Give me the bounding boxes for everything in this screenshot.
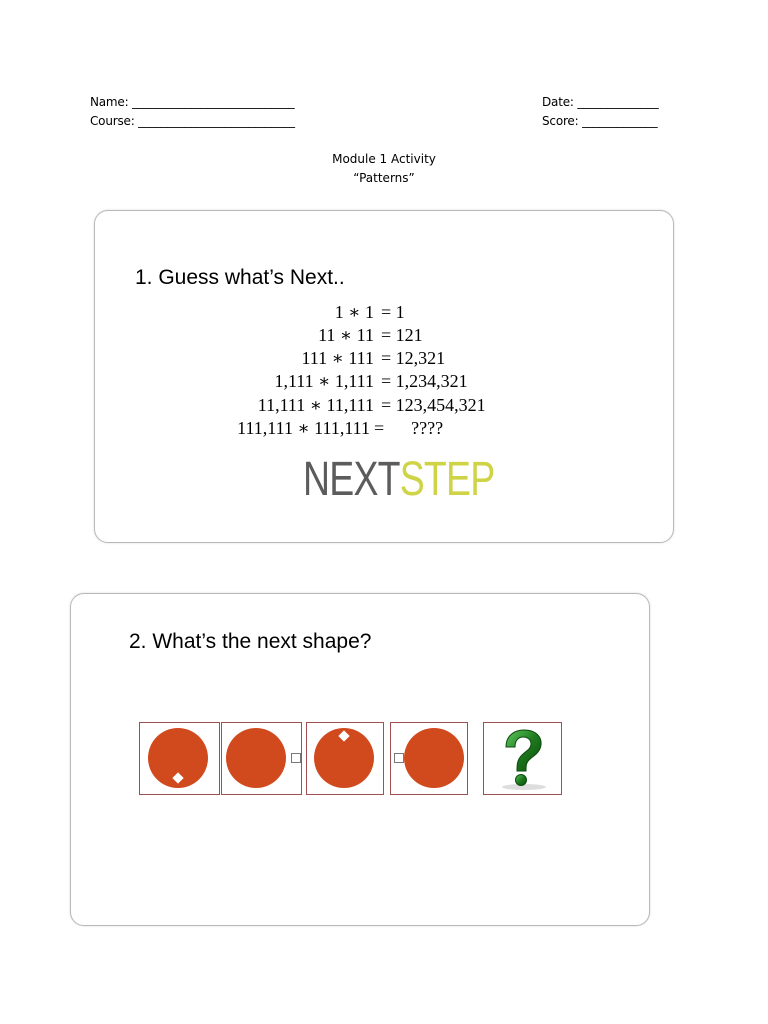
activity-subtitle: “Patterns” [353, 171, 415, 185]
equation-3-left: 111 ∗ 111 [301, 348, 374, 368]
equation-1-right: = 1 [381, 302, 405, 322]
score-field-label: Score: _____________ [542, 114, 658, 128]
circle-shape [404, 728, 464, 788]
name-field-label: Name: ____________________________ [90, 95, 295, 109]
circle-shape [226, 728, 286, 788]
logo-text-next: NEXT [303, 453, 400, 506]
shape-tile-question [483, 722, 562, 795]
shape-tile-3 [306, 722, 384, 795]
module-title: Module 1 Activity [332, 152, 436, 166]
nextstep-logo [295, 450, 495, 516]
equation-4-right: = 1,234,321 [381, 371, 468, 391]
shape-tile-1 [139, 722, 220, 795]
shape-tile-2 [221, 722, 302, 795]
question-1-title: 1. Guess what’s Next.. [135, 266, 345, 289]
shape-tile-4 [390, 722, 468, 795]
equation-5-right: = 123,454,321 [381, 395, 486, 415]
equation-3-right: = 12,321 [381, 348, 446, 368]
equation-5-left: 11,111 ∗ 11,111 [257, 395, 374, 415]
equation-2-left: 11 ∗ 11 [318, 325, 374, 345]
equation-1-left: 1 ∗ 1 [334, 302, 374, 322]
equation-6-right: = ???? [374, 418, 444, 438]
square-marker-icon [394, 753, 404, 763]
date-field-label: Date: ______________ [542, 95, 659, 109]
logo-text-step: STEP [399, 453, 495, 506]
course-field-label: Course: ___________________________ [90, 114, 295, 128]
question-mark-icon [484, 723, 561, 794]
question-2-title: 2. What’s the next shape? [129, 630, 372, 653]
square-marker-icon [291, 753, 301, 763]
equation-6-left: 111,111 ∗ 111,111 [237, 418, 370, 438]
equation-4-left: 1,111 ∗ 1,111 [274, 371, 374, 391]
equation-2-right: = 121 [381, 325, 423, 345]
